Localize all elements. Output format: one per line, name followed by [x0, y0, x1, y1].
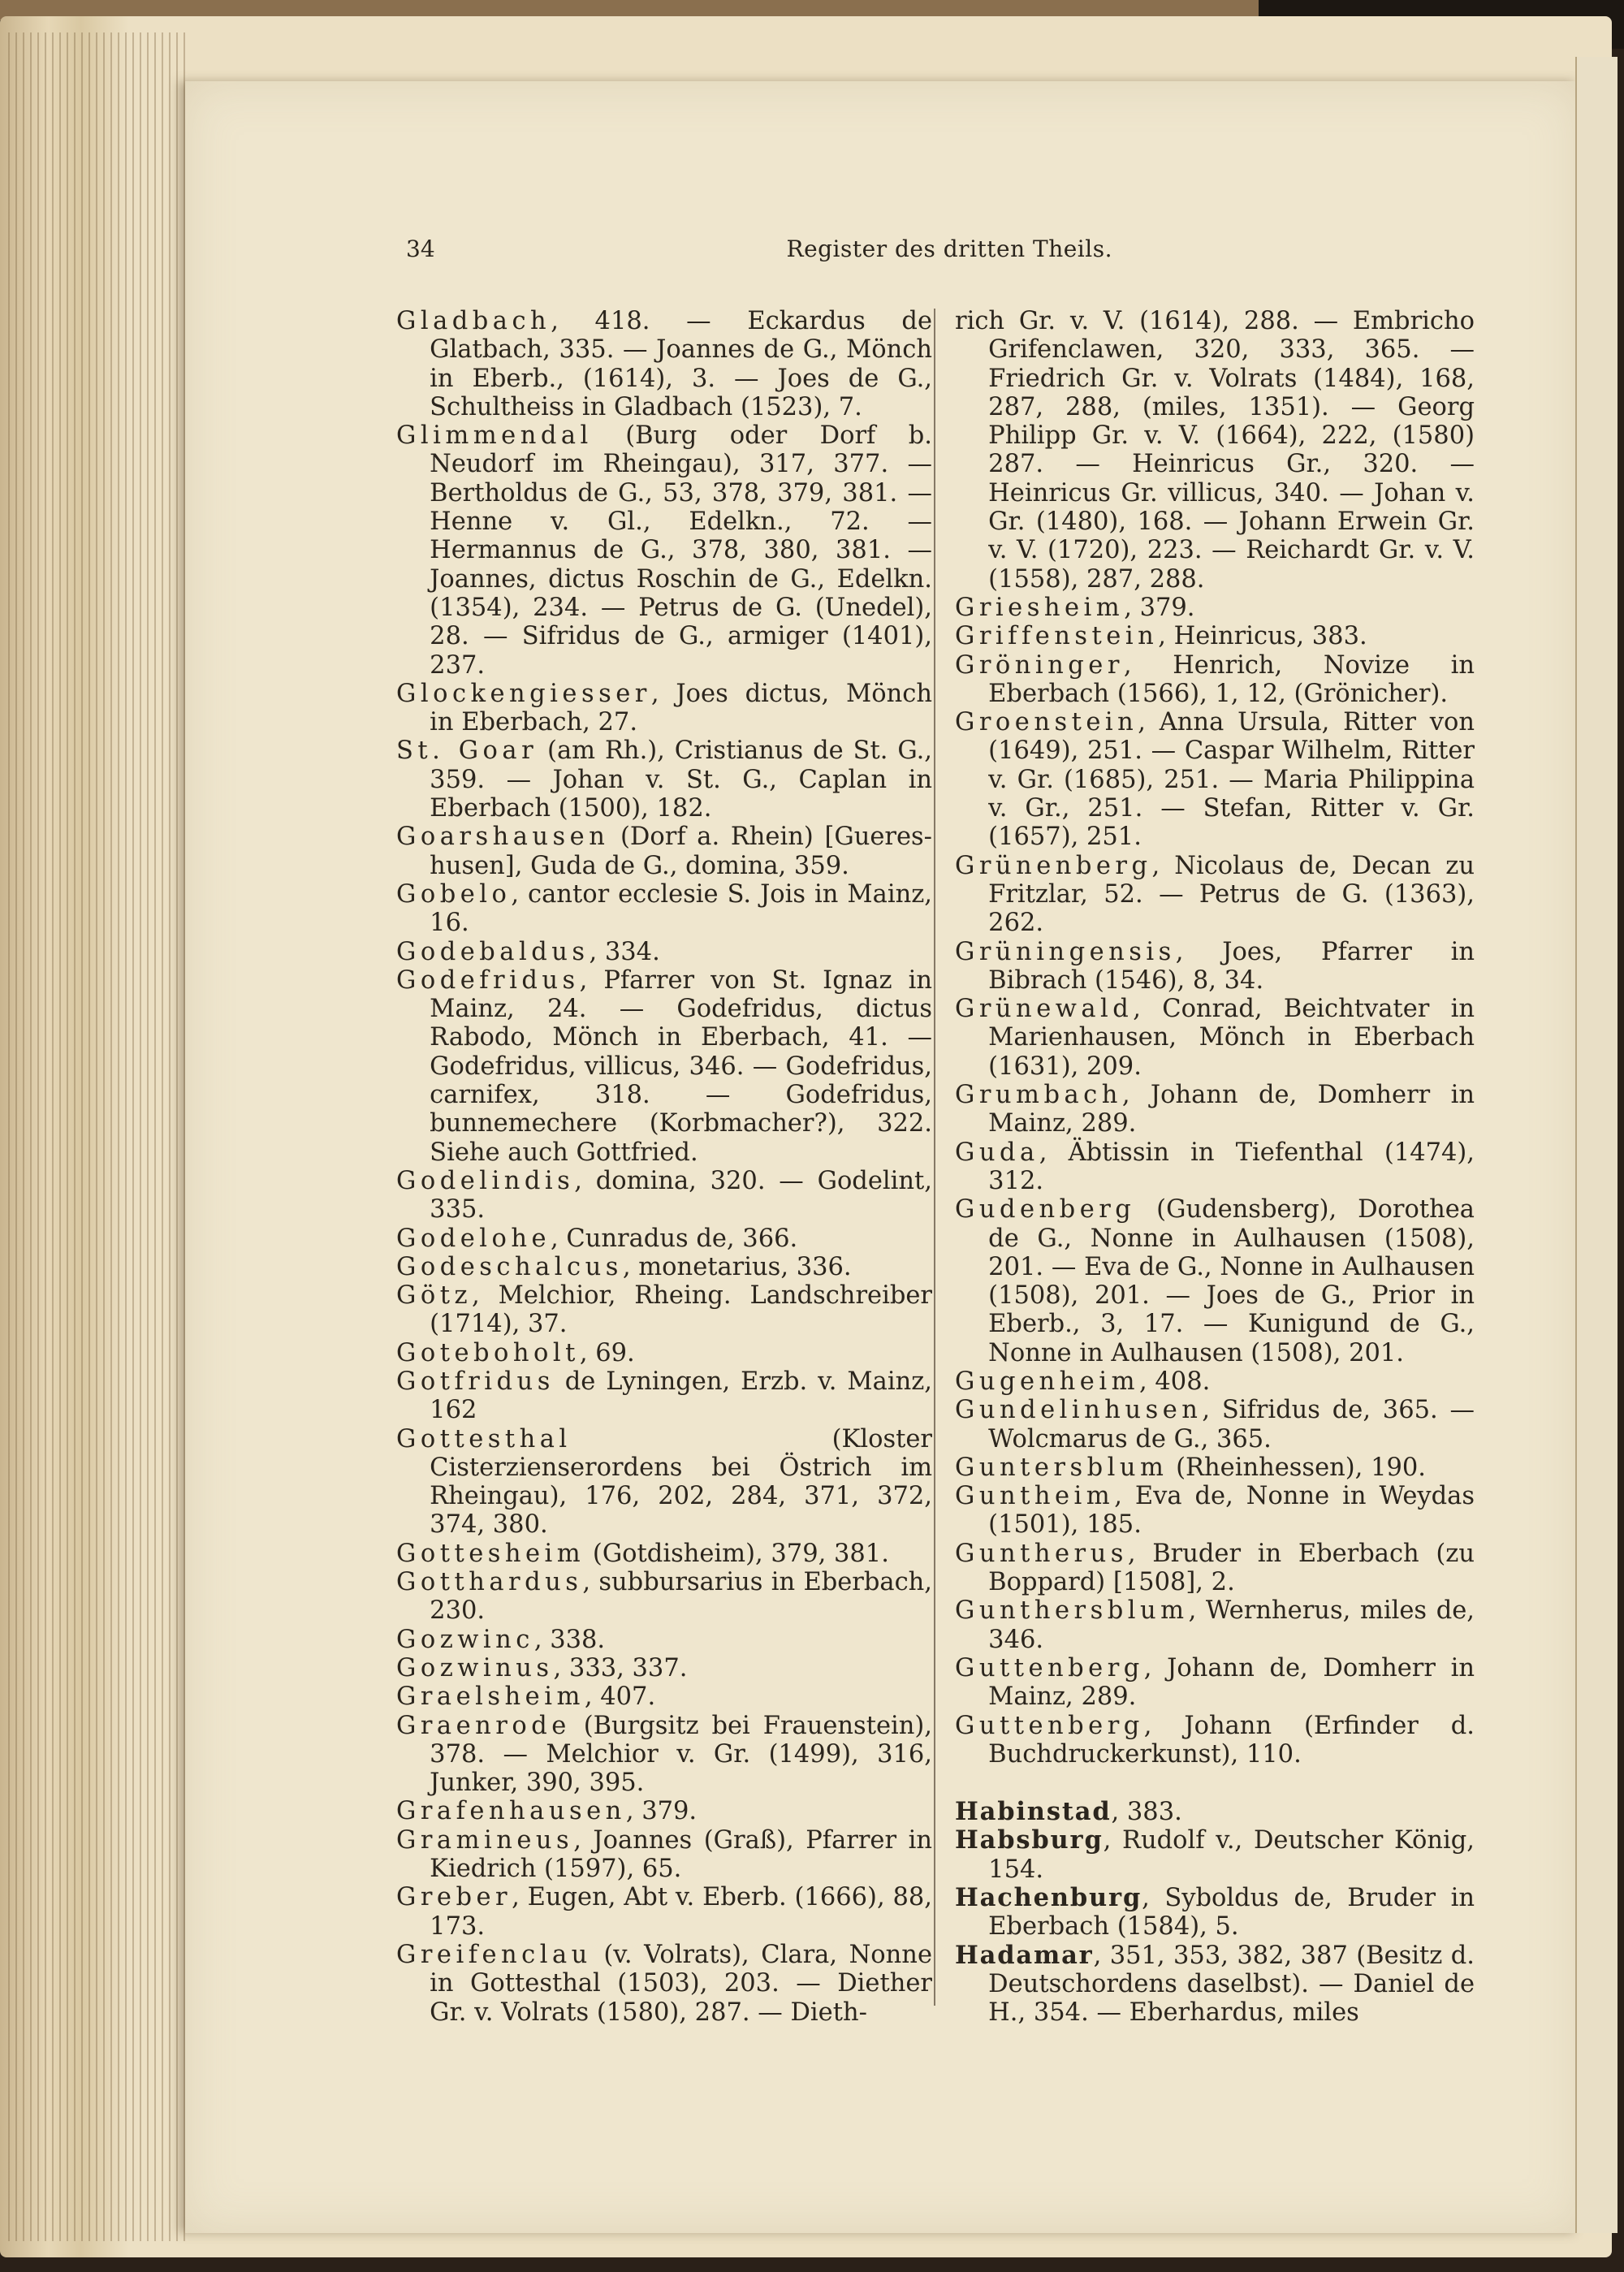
entry-text: , Henrich, Novize in Eberbach (1566), 1, 12, (Grönicher).: [988, 650, 1475, 708]
entry-text: , Johann (Erfinder d. Buchdruckerkunst), 110.: [988, 1711, 1475, 1769]
entry-text: , Johann de, Domherr in Mainz, 289.: [988, 1653, 1475, 1712]
entry-text: (Burgsitz bei Frauenstein), 378. — Melchior v. Gr. (1499), 316, Junker, 390, 395.: [430, 1711, 932, 1798]
index-entry: [955, 1884, 1475, 1942]
index-entry: [396, 1883, 932, 1941]
page-number: 34: [406, 235, 435, 262]
entry-headword: Greber: [396, 1883, 512, 1912]
entry-headword: Gramineus: [396, 1825, 574, 1855]
entry-text: , 383.: [1111, 1798, 1182, 1827]
entry-text: , Sifridus de, 365. — Wolcmarus de G., 365.: [988, 1396, 1475, 1453]
entry-headword: Griesheim: [955, 593, 1125, 622]
entry-headword: Guttenberg: [955, 1653, 1144, 1682]
entry-headword: Habinstad: [955, 1797, 1112, 1827]
entry-headword: Gobelo: [396, 879, 512, 909]
entry-headword: Grünenberg: [955, 851, 1152, 880]
index-entry: [955, 995, 1475, 1081]
right-page-edge: [1575, 57, 1618, 2233]
entry-headword: Groenstein: [955, 708, 1138, 737]
entry-headword: Godebaldus: [396, 937, 590, 966]
index-entry: [396, 1253, 932, 1281]
index-entry: [396, 1367, 932, 1425]
entry-headword: Hadamar: [955, 1940, 1094, 1970]
entry-headword: Gundelinhusen: [955, 1396, 1203, 1425]
right-column: [955, 307, 1475, 2028]
entry-headword: Gröninger: [955, 650, 1124, 680]
entry-headword: Gladbach: [396, 307, 551, 335]
index-entry: [396, 1281, 932, 1339]
index-entry: [396, 938, 932, 966]
index-entry: [396, 1225, 932, 1253]
page-header: [406, 235, 1112, 268]
index-entry: [955, 1453, 1475, 1482]
entry-headword: Guntherus: [955, 1539, 1128, 1568]
index-entry: [955, 622, 1475, 650]
entry-text: , Melchior, Rheing. Landschreiber (1714), 37.: [430, 1281, 932, 1339]
index-entry: [955, 1654, 1475, 1712]
entry-headword: Gunthersblum: [955, 1596, 1189, 1626]
entry-headword: Griffenstein: [955, 622, 1159, 651]
entry-text: , Eugen, Abt v. Eberb. (1666), 88, 173.: [430, 1883, 932, 1941]
index-entry: [396, 1654, 932, 1682]
entry-text: (Dorf a. Rhein) [Gueres-husen], Guda de G., domina, 359.: [430, 823, 932, 880]
index-entry: [955, 594, 1475, 622]
entry-headword: Gugenheim: [955, 1367, 1140, 1396]
entry-text: , Joes, Pfarrer in Bibrach (1546), 8, 34.: [988, 937, 1475, 995]
entry-text: rich Gr. v. V. (1614), 288. — Embricho Grifenclawen, 320, 333, 365. — Friedrich Gr. v. Volrats (1484), 168, 287, 288, (miles, 1351). — Georg Philipp Gr. v. V. (1664), 222, (1580) 287. — Heinricus Gr., 320. — Heinricus Gr. villicus, 340. — Johan v. Gr. (1480), 168. — Johann Erwein Gr. v. V. (1720), 223. — Reichardt Gr. v. V. (1558), 287, 288.: [955, 307, 1475, 594]
entry-text: (Burg oder Dorf b. Neudorf im Rheingau), 317, 377. — Bertholdus de G., 53, 378, 379, 381. — Henne v. Gl., Edelkn., 72. — Hermannus de G., 378, 380, 381. — Joannes, dictus Roschin de G., Edelkn. (1354), 234. — Petrus de G. (Unedel), 28. — Sifridus de G., armiger (1401), 237.: [430, 421, 932, 680]
entry-headword: Graenrode: [396, 1711, 571, 1740]
entry-headword: Habsburg: [955, 1825, 1104, 1855]
index-entry: [396, 823, 932, 880]
index-entry: [396, 680, 932, 737]
entry-text: , monetarius, 336.: [622, 1252, 852, 1281]
entry-text: , 351, 353, 382, 387 (Besitz d. Deutschordens daselbst). — Daniel de H., 354. — Eberhardus, miles: [988, 1941, 1475, 2028]
entry-text: , 408.: [1139, 1367, 1211, 1396]
entry-headword: Glimmendal: [396, 421, 593, 451]
entry-headword: Godelohe: [396, 1224, 551, 1253]
index-entry: [955, 651, 1475, 709]
entry-headword: Gottesthal: [396, 1424, 572, 1453]
left-column: [396, 307, 932, 2027]
entry-headword: Godefridus: [396, 965, 580, 995]
index-entry: [396, 1167, 932, 1225]
index-entry: [396, 1826, 932, 1884]
index-entry: [955, 852, 1475, 938]
entry-headword: Götz: [396, 1281, 473, 1311]
entry-headword: Greifenclau: [396, 1940, 592, 1969]
index-entry: [955, 1540, 1475, 1597]
entry-headword: Glockengiesser: [396, 679, 651, 708]
entry-text: , Pfarrer von St. Ignaz in Mainz, 24. — Godefridus, dictus Rabodo, Mönch in Eberbach, 41. — Godefridus, villicus, 346. — Godefridus, carnifex, 318. — Godefridus, bunnemechere (Korbmacher?), 322. Siehe auch Gottfried.: [430, 965, 932, 1167]
index-entry: [955, 1596, 1475, 1654]
index-entry: [955, 307, 1475, 594]
entry-text: de Lyningen, Erzb. v. Mainz, 162: [430, 1367, 932, 1425]
entry-text: , subbursarius in Eberbach, 230.: [430, 1568, 932, 1626]
entry-text: , 407.: [584, 1682, 656, 1712]
entry-text: , Johann de, Domherr in Mainz, 289.: [988, 1081, 1475, 1138]
entry-headword: Grüningensis: [955, 937, 1176, 966]
entry-text: , Nicolaus de, Decan zu Fritzlar, 52. — Petrus de G. (1363), 262.: [988, 851, 1475, 938]
entry-headword: Graelsheim: [396, 1682, 585, 1712]
entry-headword: Gudenberg: [955, 1195, 1136, 1225]
entry-text: , 418. — Eckardus de Glatbach, 335. — Joannes de G., Mönch in Eberb., (1614), 3. — Joes de G., Schultheiss in Gladbach (1523), 7.: [430, 307, 932, 421]
index-entry: [396, 880, 932, 938]
entry-text: , Conrad, Beichtvater in Marienhausen, Mönch in Eberbach (1631), 209.: [988, 995, 1475, 1081]
entry-text: , Joes dictus, Mönch in Eberbach, 27.: [430, 679, 932, 737]
entry-text: , 379.: [1124, 593, 1195, 622]
entry-headword: Goteboholt: [396, 1338, 580, 1367]
entry-headword: Guda: [955, 1138, 1039, 1167]
entry-text: , 379.: [625, 1797, 698, 1826]
index-entry: [955, 1712, 1475, 1769]
entry-text: , Syboldus de, Bruder in Eberbach (1584), 5.: [988, 1884, 1475, 1942]
index-entry: [955, 1482, 1475, 1540]
entry-text: , Äbtissin in Tiefenthal (1474), 312.: [988, 1138, 1475, 1195]
index-entry: [955, 1367, 1475, 1396]
entry-text: , Wernherus, miles de, 346.: [988, 1596, 1475, 1654]
index-entry: [396, 1712, 932, 1798]
running-title: Register des dritten Theils.: [786, 235, 1112, 262]
entry-text: (Gotdisheim), 379, 381.: [585, 1539, 889, 1568]
index-entry: [396, 1568, 932, 1626]
entry-text: , 69.: [579, 1338, 635, 1367]
entry-headword: Grafenhausen: [396, 1797, 626, 1826]
entry-headword: Godeschalcus: [396, 1252, 623, 1281]
column-divider: [934, 309, 935, 2006]
entry-headword: Hachenburg: [955, 1883, 1142, 1913]
index-entry: [396, 1682, 932, 1711]
index-entry: [955, 1826, 1475, 1884]
entry-text: (Kloster Cisterzienserordens bei Östrich im Rheingau), 176, 202, 284, 371, 372, 374, 380.: [430, 1424, 932, 1540]
entry-text: (am Rh.), Cristianus de St. G., 359. — Johan v. St. G., Caplan in Eberbach (1500), 182.: [430, 736, 932, 823]
index-entry: [396, 1797, 932, 1825]
index-entry: [955, 1942, 1475, 2028]
entry-text: , Joannes (Graß), Pfarrer in Kiedrich (1597), 65.: [430, 1825, 932, 1884]
entry-text: , cantor ecclesie S. Jois in Mainz, 16.: [430, 879, 932, 938]
index-entry: [396, 736, 932, 823]
entry-text: , Rudolf v., Deutscher König, 154.: [988, 1826, 1475, 1884]
index-entry: [396, 1941, 932, 2027]
index-entry: [955, 708, 1475, 851]
entry-headword: Gottesheim: [396, 1539, 585, 1568]
index-entry: [955, 1138, 1475, 1196]
entry-headword: Grünewald: [955, 995, 1134, 1024]
entry-text: , 333, 337.: [553, 1653, 688, 1682]
entry-headword: Goarshausen: [396, 823, 610, 852]
entry-headword: Guntersblum: [955, 1453, 1168, 1482]
index-entry: [955, 938, 1475, 996]
entry-headword: Gotthardus: [396, 1568, 583, 1597]
entry-text: (Gudensberg), Dorothea de G., Nonne in Aulhausen (1508), 201. — Eva de G., Nonne in Aulhausen (1508), 201. — Joes de G., Prior in Eberb., 3, 17. — Kunigund de G., Nonne in Aulhausen (1508), 201.: [988, 1195, 1475, 1367]
entry-text: , domina, 320. — Godelint, 335.: [430, 1166, 932, 1225]
entry-text: , 338.: [533, 1625, 606, 1654]
entry-headword: Gotfridus: [396, 1367, 555, 1396]
entry-headword: Gozwinc: [396, 1625, 534, 1654]
entry-headword: Godelindis: [396, 1166, 575, 1195]
entry-text: , Cunradus de, 366.: [551, 1224, 798, 1253]
index-entry: [396, 966, 932, 1167]
entry-text: , Anna Ursula, Ritter von (1649), 251. — Caspar Wilhelm, Ritter v. Gr. (1685), 251. — Maria Philippina v. Gr., 251. — Stefan, Ritter v. Gr. (1657), 251.: [988, 708, 1475, 852]
entry-headword: Guntheim: [955, 1482, 1115, 1511]
entry-headword: St. Goar: [396, 736, 538, 766]
index-entry: [396, 1540, 932, 1568]
page-edges: [8, 32, 187, 2241]
index-entry: [955, 1396, 1475, 1453]
entry-text: , 334.: [589, 937, 660, 966]
entry-text: (v. Volrats), Clara, Nonne in Gottesthal (1503), 203. — Diether Gr. v. Volrats (1580), 287. — Dieth-: [430, 1940, 932, 2027]
entry-text: , Bruder in Eberbach (zu Boppard) [1508], 2.: [988, 1539, 1475, 1597]
index-entry: [955, 1081, 1475, 1138]
index-entry: [955, 1798, 1475, 1826]
index-entry: [396, 1425, 932, 1540]
entry-text: , Eva de, Nonne in Weydas (1501), 185.: [988, 1482, 1475, 1540]
index-entry: [955, 1195, 1475, 1367]
entry-headword: Guttenberg: [955, 1711, 1144, 1740]
entry-headword: Grumbach: [955, 1081, 1122, 1110]
index-entry: [396, 421, 932, 680]
entry-text: (Rheinhessen), 190.: [1168, 1453, 1426, 1482]
index-entry: [396, 1626, 932, 1654]
section-gap: [955, 1769, 1475, 1798]
index-entry: [396, 307, 932, 421]
entry-text: , Heinricus, 383.: [1158, 622, 1367, 651]
index-entry: [396, 1339, 932, 1367]
entry-headword: Gozwinus: [396, 1653, 554, 1682]
